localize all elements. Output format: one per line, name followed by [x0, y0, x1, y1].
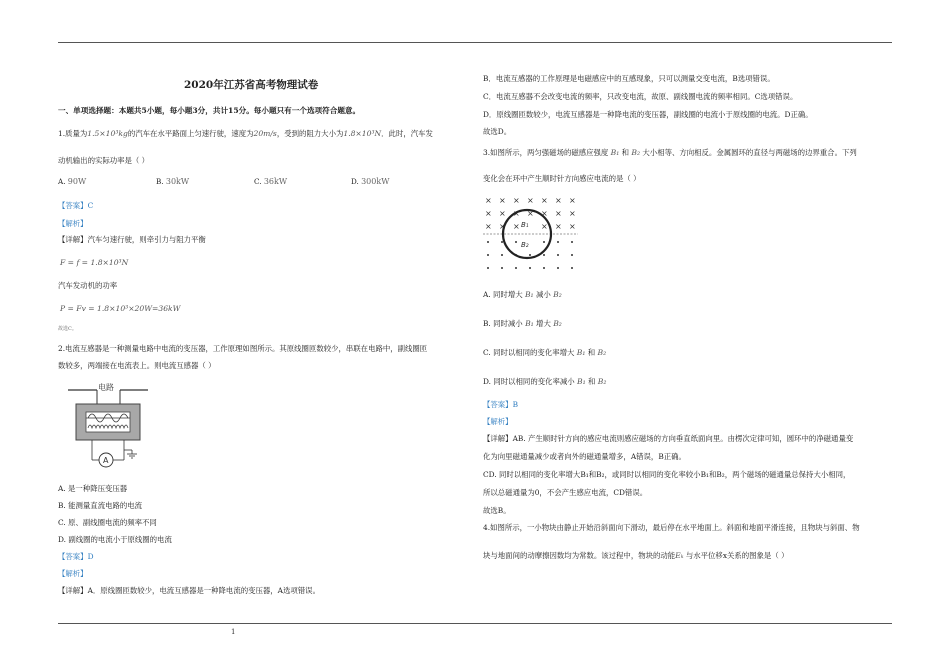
- q2-option-c: C. 原、副线圈电流的频率不同: [58, 518, 157, 527]
- svg-text:×: ×: [513, 209, 520, 218]
- q1-equation-1: F = f = 1.8×10³N: [60, 258, 129, 267]
- q2-stem-line2: 数较多，两端接在电流表上。则电流互感器（ ）: [58, 361, 216, 370]
- q2-detail-a: 【详解】A．原线圈匝数较少，电流互感器是一种降电流的变压器，A选项错误。: [58, 586, 320, 595]
- q3-conclusion: 故选B。: [483, 506, 511, 515]
- q2-stem-line1: 2.电流互感器是一种测量电路中电流的变压器，工作原理如图所示。其原线圈匝数较少，串联在电路中，副线圈匝: [58, 344, 428, 353]
- q3-b1: B₁: [610, 148, 620, 157]
- svg-text:×: ×: [541, 196, 548, 205]
- q1-note: 故选C。: [58, 326, 77, 332]
- svg-text:×: ×: [555, 196, 562, 205]
- q3-option-a: A. 同时增大 B₁ 减小 B₂: [483, 290, 562, 299]
- ammeter-label: A: [103, 456, 109, 465]
- q1-force: 1.8×10³N: [343, 129, 382, 138]
- q2-option-d: D. 副线圈的电流小于原线圈的电流: [58, 535, 172, 544]
- q1-stem: 1.质量为1.5×10³kg的汽车在水平路面上匀速行驶，速度为20m/s，受到的阻力大小为1.8×10³N．此时，汽车发: [58, 129, 433, 138]
- svg-text:×: ×: [499, 196, 506, 205]
- svg-text:×: ×: [485, 196, 492, 205]
- svg-text:×: ×: [527, 196, 534, 205]
- svg-text:×: ×: [527, 209, 534, 218]
- svg-text:×: ×: [569, 209, 576, 218]
- q2-option-b: B. 能测量直流电路的电流: [58, 501, 143, 510]
- q3-answer: 【答案】B: [483, 400, 518, 409]
- svg-text:×: ×: [499, 222, 506, 231]
- q1-analysis-tag: 【解析】: [58, 219, 88, 228]
- magnetic-field-figure: [483, 194, 578, 274]
- q1-equation-2: P = Fv = 1.8×10³×20W=36kW: [60, 304, 181, 313]
- current-transformer-figure: [68, 380, 163, 472]
- q1-option-a: A. 90W: [58, 177, 87, 186]
- q2-detail-b: B．电流互感器的工作原理是电磁感应中的互感现象，只可以测量交变电流，B选项错误。: [483, 74, 775, 83]
- q3-b2: B₂: [631, 148, 641, 157]
- q4-stem-line2: 块与地面间的动摩擦因数均为常数。该过程中，物块的动能Eₖ 与水平位移x关系的图象是（ ）: [483, 551, 789, 560]
- q3-detail-2: 化为向里磁通量减少或者向外的磁通量增多，A错误，B正确。: [483, 452, 686, 461]
- q1-option-b: B. 30kW: [156, 177, 190, 186]
- fig-label-b1: B₁: [521, 221, 529, 229]
- q2-answer: 【答案】D: [58, 552, 94, 561]
- svg-text:×: ×: [569, 222, 576, 231]
- q1-stem-line2: 动机输出的实际功率是（ ）: [58, 156, 150, 165]
- q3-stem-line1: 3.如图所示，两匀强磁场的磁感应强度 B₁ 和 B₂ 大小相等、方向相反。金属圆环的直径与两磁场的边界重合。下列: [483, 148, 857, 157]
- svg-text:×: ×: [513, 196, 520, 205]
- q1-answer: 【答案】C: [58, 201, 94, 210]
- q1-detail: 【详解】汽车匀速行驶，则牵引力与阻力平衡: [58, 235, 206, 244]
- svg-text:×: ×: [569, 196, 576, 205]
- section-heading: 一、单项选择题：本题共5小题，每小题3分，共计15分。每小题只有一个选项符合题意。: [58, 106, 361, 115]
- q3-detail-4: 所以总磁通量为0，不会产生感应电流，CD错误。: [483, 488, 648, 497]
- q2-conclusion: 故选D。: [483, 127, 512, 136]
- q3-option-d: D. 同时以相同的变化率减小 B₁ 和 B₂: [483, 377, 607, 386]
- fig-label-b2: B₂: [521, 241, 529, 249]
- svg-text:×: ×: [485, 209, 492, 218]
- svg-text:×: ×: [541, 209, 548, 218]
- q3-analysis-tag: 【解析】: [483, 417, 513, 426]
- svg-text:×: ×: [541, 222, 548, 231]
- q2-option-a: A. 是一种降压变压器: [58, 484, 128, 493]
- page-number: 1: [231, 628, 236, 636]
- footer-rule: [58, 623, 892, 624]
- q4-kinetic-energy: Eₖ: [675, 551, 684, 560]
- q3-detail-3: CD. 同时以相同的变化率增大B₁和B₂，或同时以相同的变化率较小B₁和B₂，两个磁场的磁通量总保持大小相同，: [483, 470, 851, 479]
- q3-option-c: C. 同时以相同的变化率增大 B₁ 和 B₂: [483, 348, 607, 357]
- q3-option-b: B. 同时减小 B₁ 增大 B₂: [483, 319, 562, 328]
- q3-stem-line2: 变化会在环中产生顺时针方向感应电流的是（ ）: [483, 174, 641, 183]
- header-rule: [58, 42, 892, 43]
- q1-text-power: 汽车发动机的功率: [58, 281, 118, 290]
- q3-detail-1: 【详解】AB. 产生顺时针方向的感应电流则感应磁场的方向垂直纸面向里。由楞次定律可知，圆环中的净磁通量变: [483, 434, 854, 443]
- q2-detail-c: C．电流互感器不会改变电流的频率，只改变电流，故原、副线圈电流的频率相同。C选项错误。: [483, 92, 798, 101]
- svg-text:×: ×: [485, 222, 492, 231]
- paper-title: 2020年江苏省高考物理试卷: [184, 79, 319, 91]
- svg-text:×: ×: [555, 209, 562, 218]
- circuit-label: 电路: [98, 383, 114, 392]
- svg-text:×: ×: [513, 222, 520, 231]
- q4-stem-line1: 4.如图所示，一小物块由静止开始沿斜面向下滑动，最后停在水平地面上。斜面和地面平滑连接，且物块与斜面、物: [483, 523, 860, 532]
- svg-text:×: ×: [555, 222, 562, 231]
- svg-text:×: ×: [499, 209, 506, 218]
- q2-detail-d: D．原线圈匝数较少，电流互感器是一种降电流的变压器，副线圈的电流小于原线圈的电流。D正确。: [483, 110, 813, 119]
- q1-mass: 1.5×10³kg: [87, 129, 128, 138]
- q1-option-d: D. 300kW: [351, 177, 390, 186]
- q2-analysis-tag: 【解析】: [58, 569, 88, 578]
- q1-option-c: C. 36kW: [254, 177, 288, 186]
- q1-speed: 20m/s: [253, 129, 277, 138]
